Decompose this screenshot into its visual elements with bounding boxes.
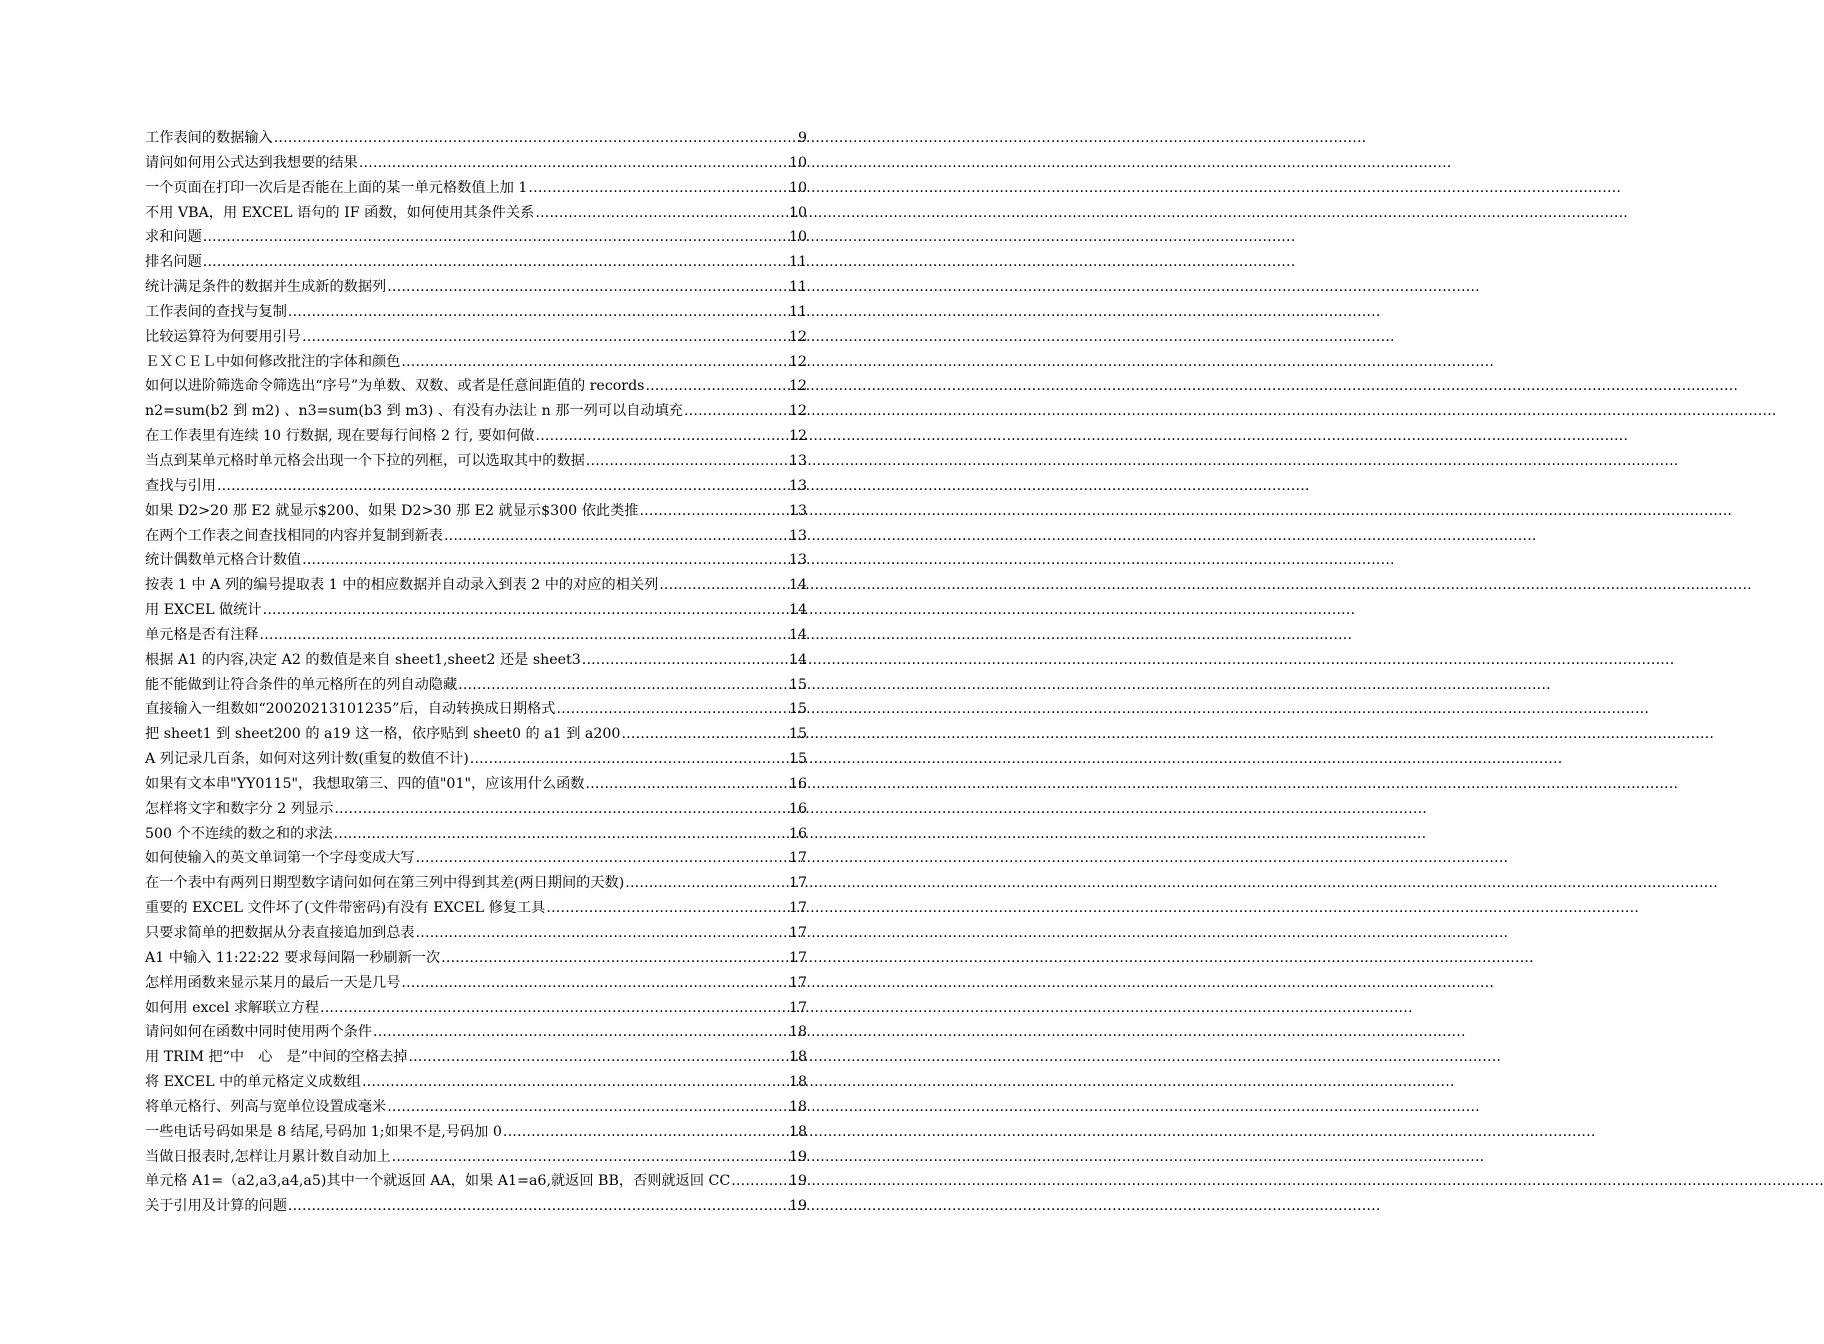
toc-page-number: 17 <box>788 999 807 1016</box>
toc-entry-title[interactable]: 根据 A1 的内容,决定 A2 的数值是来自 sheet1,sheet2 还是 sheet3 <box>145 651 581 668</box>
toc-dot-leader <box>528 176 788 201</box>
toc-page-number: 14 <box>788 577 807 594</box>
toc-entry[interactable] <box>145 126 807 151</box>
toc-entry[interactable] <box>145 151 807 176</box>
toc-page-number: 10 <box>788 204 807 221</box>
toc-page-number: 13 <box>788 477 807 494</box>
toc-page-number: 19 <box>788 1173 807 1190</box>
toc-entry[interactable] <box>145 1145 807 1170</box>
toc-dot-leader <box>334 822 788 847</box>
toc-page-number: 16 <box>788 775 807 792</box>
toc-page-number: 18 <box>788 1123 807 1140</box>
toc-page-number: 13 <box>788 502 807 519</box>
toc-dot-leader <box>302 325 788 350</box>
toc-dot-leader <box>416 921 788 946</box>
toc-dot-leader <box>503 1120 788 1145</box>
toc-entry-title[interactable]: 查找与引用 <box>145 477 216 494</box>
toc-entry-title[interactable]: 在工作表里有连续 10 行数据, 现在要每行间格 2 行, 要如何做 <box>145 428 535 445</box>
toc-entry-title[interactable]: 将 EXCEL 中的单元格定义成数组 <box>145 1074 361 1091</box>
toc-dot-leader <box>441 946 788 971</box>
toc-entry[interactable] <box>145 399 807 424</box>
toc-dot-leader <box>535 201 788 226</box>
toc-page-number: 13 <box>788 552 807 569</box>
toc-entry-title[interactable]: 当做日报表时,怎样让月累计数自动加上 <box>145 1148 391 1165</box>
toc-dot-leader <box>373 1020 788 1045</box>
toc-entry-title[interactable]: 如果有文本串"YY0115"，我想取第三、四的值"01"，应该用什么函数 <box>145 775 585 792</box>
toc-entry[interactable] <box>145 722 807 747</box>
toc-dot-leader <box>639 499 787 524</box>
toc-page-number: 10 <box>788 154 807 171</box>
toc-dot-leader <box>401 971 788 996</box>
toc-entry[interactable] <box>145 548 807 573</box>
toc-entry[interactable] <box>145 325 807 350</box>
toc-entry[interactable] <box>145 598 807 623</box>
toc-entry[interactable] <box>145 1169 807 1194</box>
toc-entry[interactable] <box>145 1020 807 1045</box>
toc-page-number: 9 <box>797 130 807 146</box>
toc-dot-leader <box>556 697 787 722</box>
toc-page-number: 14 <box>788 626 807 643</box>
toc-entry-title[interactable]: 直接输入一组数如“20020213101235”后，自动转换成日期格式 <box>145 701 556 718</box>
toc-dot-leader <box>387 1095 788 1120</box>
toc-dot-leader <box>621 722 787 747</box>
toc-dot-leader <box>546 896 788 921</box>
toc-dot-leader <box>444 524 788 549</box>
toc-dot-leader <box>274 126 797 151</box>
toc-entry-title[interactable]: 只要求简单的把数据从分表直接追加到总表 <box>145 925 415 941</box>
toc-entry[interactable] <box>145 300 807 325</box>
toc-entry-title[interactable]: 工作表间的数据输入 <box>145 130 273 146</box>
toc-page-number: 17 <box>788 949 807 966</box>
toc-entry-title[interactable]: 按表 1 中 A 列的编号提取表 1 中的相应数据并自动录入到表 2 中的对应的相关列 <box>145 577 659 594</box>
toc-page-number: 10 <box>788 179 807 196</box>
toc-page-number: 19 <box>788 1198 807 1215</box>
toc-entry-title[interactable]: 能不能做到让符合条件的单元格所在的列自动隐藏 <box>145 676 458 693</box>
toc-page-number: 15 <box>788 676 807 693</box>
toc-entry-title[interactable]: 排名问题 <box>145 254 202 271</box>
toc-page-number: 17 <box>788 925 807 941</box>
toc-dot-leader <box>586 772 788 797</box>
toc-page-number: 16 <box>788 800 807 817</box>
toc-entry[interactable] <box>145 449 807 474</box>
toc-dot-leader <box>203 250 788 275</box>
toc-dot-leader <box>470 747 788 772</box>
toc-entry-title[interactable]: ＥＸＣＥＬ中如何修改批注的字体和颜色 <box>145 353 401 370</box>
toc-dot-leader <box>334 797 788 822</box>
toc-entry-title[interactable]: 如何用 excel 求解联立方程 <box>145 999 319 1016</box>
toc-page-number: 17 <box>788 974 807 991</box>
toc-entry[interactable] <box>145 374 807 399</box>
toc-entry[interactable] <box>145 573 807 598</box>
toc-page-number: 12 <box>788 403 807 420</box>
toc-dot-leader <box>260 623 788 648</box>
toc-entry-title[interactable]: 500 个不连续的数之和的求法 <box>145 825 333 842</box>
toc-entry[interactable] <box>145 1120 807 1145</box>
toc-entry[interactable] <box>145 846 807 871</box>
toc-entry-title[interactable]: 在一个表中有两列日期型数字请问如何在第三列中得到其差(两日期间的天数) <box>145 875 625 892</box>
toc-entry-title[interactable]: 如何以进阶筛选命令筛选出“序号”为单数、双数、或者是任意间距值的 records <box>145 378 645 395</box>
toc-entry-title[interactable]: 求和问题 <box>145 229 202 246</box>
toc-page-number: 14 <box>788 651 807 668</box>
toc-dot-leader <box>217 474 788 499</box>
toc-entry-title[interactable]: A1 中输入 11:22:22 要求每间隔一秒刷新一次 <box>145 949 441 966</box>
toc-entry[interactable] <box>145 474 807 499</box>
toc-page-number: 18 <box>788 1024 807 1041</box>
toc-entry[interactable] <box>145 747 807 772</box>
toc-entry[interactable] <box>145 896 807 921</box>
toc-dot-leader <box>582 648 788 673</box>
toc-entry[interactable] <box>145 1045 807 1070</box>
toc-page-number: 13 <box>788 527 807 544</box>
toc-entry-title[interactable]: 重要的 EXCEL 文件坏了(文件带密码)有没有 EXCEL 修复工具 <box>145 900 546 917</box>
toc-entry[interactable] <box>145 623 807 648</box>
toc-page-number: 11 <box>788 254 807 271</box>
toc-dot-leader <box>288 1194 788 1219</box>
toc-dot-leader <box>458 673 788 698</box>
toc-entry[interactable] <box>145 797 807 822</box>
toc-entry[interactable] <box>145 499 807 524</box>
toc-entry-title[interactable]: 比较运算符为何要用引号 <box>145 328 302 345</box>
toc-entry-title[interactable]: A 列记录几百条，如何对这列计数(重复的数值不计) <box>145 751 469 768</box>
toc-entry-title[interactable]: 如果 D2>20 那 E2 就显示$200、如果 D2>30 那 E2 就显示$300 依此类推 <box>145 502 639 519</box>
toc-entry[interactable] <box>145 921 807 946</box>
toc-page-number: 11 <box>788 279 807 296</box>
toc-entry[interactable] <box>145 201 807 226</box>
toc-page-number: 15 <box>788 701 807 718</box>
toc-page-number: 14 <box>788 602 807 619</box>
toc-entry-title[interactable]: 请问如何用公式达到我想要的结果 <box>145 154 358 171</box>
toc-dot-leader <box>359 151 788 176</box>
toc-entry[interactable] <box>145 275 807 300</box>
toc-page-number: 18 <box>788 1049 807 1066</box>
toc-entry[interactable] <box>145 225 807 250</box>
toc-entry[interactable] <box>145 1194 807 1219</box>
toc-page-number: 17 <box>788 875 807 892</box>
toc-page-number: 15 <box>788 726 807 743</box>
toc-entry-title[interactable]: 怎样用函数来显示某月的最后一天是几号 <box>145 974 401 991</box>
toc-entry[interactable] <box>145 524 807 549</box>
toc-entry[interactable] <box>145 871 807 896</box>
toc-entry-title[interactable]: 工作表间的查找与复制 <box>145 303 287 320</box>
toc-entry[interactable] <box>145 697 807 722</box>
toc-page-number: 18 <box>788 1074 807 1091</box>
toc-dot-leader <box>659 573 788 598</box>
toc-dot-leader <box>535 424 787 449</box>
toc-entry[interactable] <box>145 176 807 201</box>
toc-entry-title[interactable]: 当点到某单元格时单元格会出现一个下拉的列框，可以选取其中的数据 <box>145 452 585 469</box>
toc-entry[interactable] <box>145 1095 807 1120</box>
toc-dot-leader <box>362 1070 788 1095</box>
toc-page-number: 17 <box>788 850 807 867</box>
toc-entry-title[interactable]: 请问如何在函数中同时使用两个条件 <box>145 1024 373 1041</box>
toc-entry[interactable] <box>145 350 807 375</box>
toc-page-number: 12 <box>788 378 807 395</box>
toc-entry-title[interactable]: 用 TRIM 把“中 心 是”中间的空格去掉 <box>145 1049 408 1066</box>
toc-entry-title[interactable]: 怎样将文字和数字分 2 列显示 <box>145 800 334 817</box>
toc-entry[interactable] <box>145 673 807 698</box>
toc-dot-leader <box>288 300 788 325</box>
toc-page-number: 12 <box>788 353 807 370</box>
toc-dot-leader <box>586 449 788 474</box>
toc-entry-title[interactable]: 关于引用及计算的问题 <box>145 1198 287 1215</box>
toc-dot-leader <box>401 350 788 375</box>
toc-page-number: 12 <box>788 428 807 445</box>
toc-dot-leader <box>263 598 788 623</box>
toc-dot-leader <box>408 1045 788 1070</box>
toc-dot-leader <box>302 548 788 573</box>
toc-entry[interactable] <box>145 946 807 971</box>
toc-entry-title[interactable]: 一些电话号码如果是 8 结尾,号码加 1;如果不是,号码加 0 <box>145 1123 502 1140</box>
toc-page-number: 17 <box>788 900 807 917</box>
toc-entry-title[interactable]: 在两个工作表之间查找相同的内容并复制到新表 <box>145 527 443 544</box>
toc-entry[interactable] <box>145 822 807 847</box>
toc-page-number: 19 <box>788 1148 807 1165</box>
toc-entry-title[interactable]: 用 EXCEL 做统计 <box>145 602 262 619</box>
toc-page-number: 16 <box>788 825 807 842</box>
toc-dot-leader <box>392 1145 788 1170</box>
toc-dot-leader <box>387 275 788 300</box>
toc-entry-title[interactable]: 将单元格行、列高与宽单位设置成毫米 <box>145 1098 387 1115</box>
toc-entry[interactable] <box>145 772 807 797</box>
toc-entry-title[interactable]: 单元格 A1=（a2,a3,a4,a5)其中一个就返回 AA，如果 A1=a6,就返回 BB，否则就返回 CC <box>145 1173 731 1190</box>
toc-entry-title[interactable]: 统计偶数单元格合计数值 <box>145 552 302 569</box>
toc-entry-title[interactable]: n2=sum(b2 到 m2) 、n3=sum(b3 到 m3) 、有没有办法让 n 那一列可以自动填充 <box>145 403 683 420</box>
toc-page-number: 12 <box>788 328 807 345</box>
toc-entry-title[interactable]: 如何使输入的英文单词第一个字母变成大写 <box>145 850 415 867</box>
toc-dot-leader <box>684 399 788 424</box>
toc-page-number: 13 <box>788 452 807 469</box>
toc-entry-title[interactable]: 一个页面在打印一次后是否能在上面的某一单元格数值上加 1 <box>145 179 528 196</box>
toc-list <box>145 126 807 1219</box>
toc-entry[interactable] <box>145 971 807 996</box>
toc-page-number: 10 <box>788 229 807 246</box>
toc-entry-title[interactable]: 统计满足条件的数据并生成新的数据列 <box>145 279 387 296</box>
toc-entry[interactable] <box>145 1070 807 1095</box>
toc-entry-title[interactable]: 把 sheet1 到 sheet200 的 a19 这一格，依序贴到 sheet0 的 a1 到 a200 <box>145 726 621 743</box>
toc-entry-title[interactable]: 不用 VBA，用 EXCEL 语句的 IF 函数，如何使用其条件关系 <box>145 204 535 221</box>
toc-entry[interactable] <box>145 250 807 275</box>
toc-dot-leader <box>625 871 788 896</box>
toc-entry-title[interactable]: 单元格是否有注释 <box>145 626 259 643</box>
toc-dot-leader <box>416 846 788 871</box>
toc-dot-leader <box>645 374 787 399</box>
toc-entry[interactable] <box>145 996 807 1021</box>
toc-entry[interactable] <box>145 424 807 449</box>
toc-page-number: 18 <box>788 1098 807 1115</box>
toc-page-number: 11 <box>788 303 807 320</box>
toc-dot-leader <box>731 1169 788 1194</box>
toc-dot-leader <box>203 225 788 250</box>
toc-page-number: 15 <box>788 751 807 768</box>
toc-dot-leader <box>320 996 788 1021</box>
toc-entry[interactable] <box>145 648 807 673</box>
